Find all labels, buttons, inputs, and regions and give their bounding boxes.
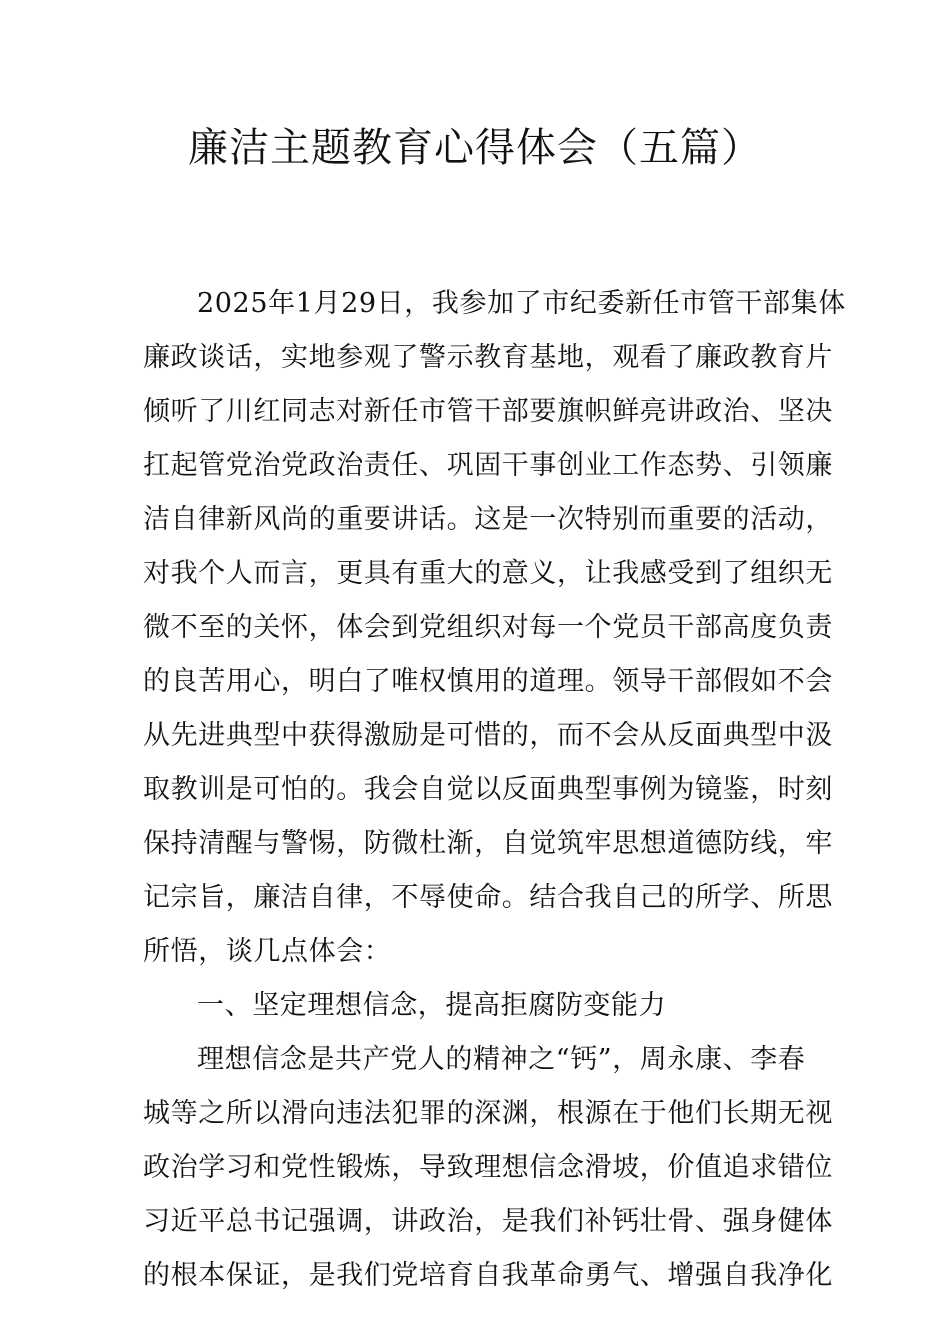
document-title: 廉洁主题教育心得体会（五篇） xyxy=(188,125,762,171)
paragraph-line: 保持清醒与警惕，防微杜渐，自觉筑牢思想道德防线，牢 xyxy=(143,828,833,859)
paragraph-line: 政治学习和党性锻炼，导致理想信念滑坡，价值追求错位 xyxy=(143,1152,833,1183)
paragraph-line: 习近平总书记强调，讲政治，是我们补钙壮骨、强身健体 xyxy=(143,1206,833,1237)
paragraph-line: 微不至的关怀，体会到党组织对每一个党员干部高度负责 xyxy=(143,612,833,643)
paragraph-line: 所悟，谈几点体会： xyxy=(143,936,392,967)
paragraph-line: 廉政谈话，实地参观了警示教育基地，观看了廉政教育片 xyxy=(143,342,833,373)
paragraph-line: 城等之所以滑向违法犯罪的深渊，根源在于他们长期无视 xyxy=(143,1098,833,1129)
paragraph-line: 倾听了川红同志对新任市管干部要旗帜鲜亮讲政治、坚决 xyxy=(143,396,833,427)
paragraph-line: 洁自律新风尚的重要讲话。这是一次特别而重要的活动， xyxy=(143,504,833,535)
paragraph-line: 取教训是可怕的。我会自觉以反面典型事例为镜鉴，时刻 xyxy=(143,774,833,805)
paragraph-line: 记宗旨，廉洁自律，不辱使命。结合我自己的所学、所思 xyxy=(143,882,833,913)
section-heading: 一、坚定理想信念，提高拒腐防变能力 xyxy=(197,990,667,1021)
paragraph-line: 扛起管党治党政治责任、巩固干事创业工作态势、引领廉 xyxy=(143,450,833,481)
paragraph-line: 理想信念是共产党人的精神之“钙”，周永康、李春 xyxy=(197,1044,806,1075)
document-body xyxy=(143,277,846,1303)
paragraph-line: 2025年1月29日，我参加了市纪委新任市管干部集体 xyxy=(197,288,846,319)
paragraph-line: 从先进典型中获得激励是可惜的，而不会从反面典型中汲 xyxy=(143,720,833,751)
paragraph-line: 的根本保证，是我们党培育自我革命勇气、增强自我净化 xyxy=(143,1260,833,1291)
paragraph-line: 的良苦用心，明白了唯权慎用的道理。领导干部假如不会 xyxy=(143,666,833,697)
paragraph-line: 对我个人而言，更具有重大的意义，让我感受到了组织无 xyxy=(143,558,833,589)
